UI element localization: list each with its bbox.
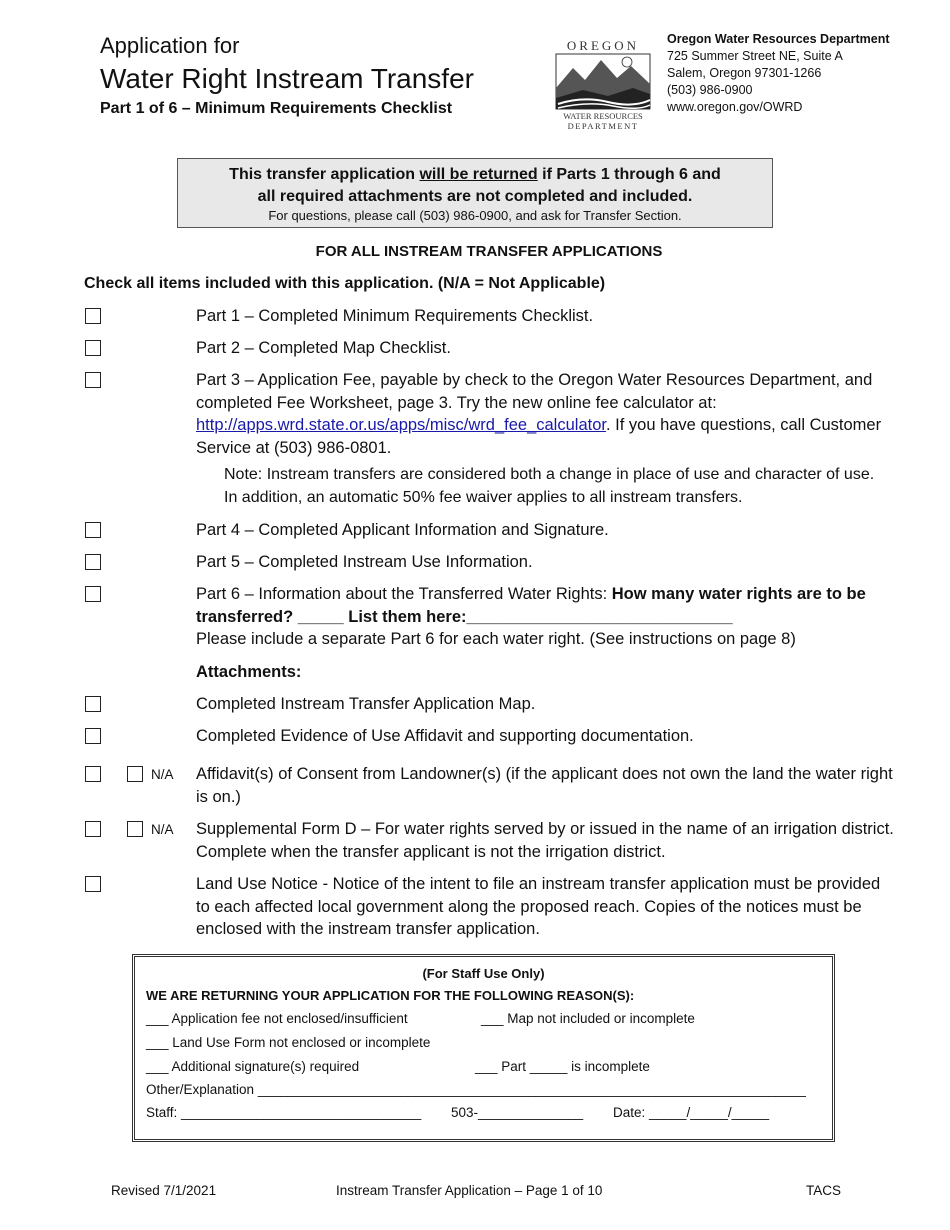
checkbox-att-formd-na[interactable]	[127, 821, 143, 837]
footer-code: TACS	[806, 1183, 842, 1198]
staff-date-line: Date: _____/_____/_____	[613, 1105, 770, 1120]
checkbox-part3[interactable]	[85, 372, 101, 388]
svg-text:DEPARTMENT: DEPARTMENT	[567, 121, 639, 130]
na-label-formd: N/A	[151, 822, 174, 837]
item-att-map: Completed Instream Transfer Application Map.	[196, 695, 536, 713]
fee-calculator-link[interactable]: http://apps.wrd.state.or.us/apps/misc/wrd_fee_calculator	[196, 416, 606, 434]
item-att-formd: Supplemental Form D – For water rights served by or issued in the name of an irrigation district. Complete when the transfer applicant is not the irrigation district.	[196, 820, 894, 861]
return-notice-box	[177, 158, 773, 228]
staff-reason-map: ___ Map not included or incomplete	[481, 1011, 695, 1026]
staff-reason-fee: ___ Application fee not enclosed/insufficient	[146, 1011, 408, 1026]
item-part4: Part 4 – Completed Applicant Information and Signature.	[196, 521, 609, 539]
staff-returning: WE ARE RETURNING YOUR APPLICATION FOR THE FOLLOWING REASON(S):	[146, 988, 635, 1003]
checkbox-part6[interactable]	[85, 586, 101, 602]
department-street: 725 Summer Street NE, Suite A	[667, 49, 843, 63]
notice-line-2: all required attachments are not completed and included.	[257, 188, 693, 205]
item-part3: Part 3 – Application Fee, payable by check to the Oregon Water Resources Department, and completed Fee Worksheet, page 3. Try the new online fee calculator at: http://apps.wrd.state.or.us/apps/misc/wrd_fee_calculator. If you have questions, call Customer Service at (503) 986-0801.	[196, 371, 882, 457]
checkbox-att-map[interactable]	[85, 696, 101, 712]
department-city: Salem, Oregon 97301-1266	[667, 66, 822, 80]
footer-revised: Revised 7/1/2021	[111, 1183, 217, 1198]
na-label-consent: N/A	[151, 767, 174, 782]
department-address	[667, 31, 890, 116]
oregon-wrd-logo	[553, 38, 653, 130]
item-part3-note: Note: Instream transfers are considered both a change in place of use and character of use. In addition, an automatic 50% fee waiver applies to all instream transfers.	[224, 466, 875, 506]
svg-text:OREGON: OREGON	[566, 38, 640, 53]
item-att-evidence: Completed Evidence of Use Affidavit and supporting documentation.	[196, 727, 694, 745]
attachments-label: Attachments:	[196, 663, 302, 681]
checkbox-att-evidence[interactable]	[85, 728, 101, 744]
checkbox-part2[interactable]	[85, 340, 101, 356]
title-line-3: Part 1 of 6 – Minimum Requirements Checklist	[100, 100, 453, 117]
staff-header: (For Staff Use Only)	[422, 966, 545, 981]
item-part5: Part 5 – Completed Instream Use Information.	[196, 553, 533, 571]
staff-reason-part: ___ Part _____ is incomplete	[475, 1059, 650, 1074]
title-line-1: Application for	[100, 33, 240, 58]
check-all-instruction: Check all items included with this application. (N/A = Not Applicable)	[84, 275, 606, 292]
checkbox-att-consent-na[interactable]	[127, 766, 143, 782]
staff-name-line: Staff: ________________________________	[146, 1105, 422, 1120]
section-title: FOR ALL INSTREAM TRANSFER APPLICATIONS	[315, 243, 663, 260]
staff-reason-landuse: ___ Land Use Form not enclosed or incomplete	[146, 1035, 431, 1050]
staff-use-box	[132, 954, 835, 1142]
staff-phone-line: 503-______________	[451, 1105, 584, 1120]
department-name: Oregon Water Resources Department	[667, 32, 890, 46]
department-phone: (503) 986-0900	[667, 83, 753, 97]
checkbox-part4[interactable]	[85, 522, 101, 538]
footer-page: Instream Transfer Application – Page 1 of 10	[336, 1183, 603, 1198]
checkbox-part5[interactable]	[85, 554, 101, 570]
svg-text:WATER RESOURCES: WATER RESOURCES	[563, 111, 643, 121]
checkbox-att-consent[interactable]	[85, 766, 101, 782]
checkbox-att-landuse[interactable]	[85, 876, 101, 892]
title-line-2: Water Right Instream Transfer	[100, 63, 474, 94]
item-part2: Part 2 – Completed Map Checklist.	[196, 339, 451, 357]
item-part1: Part 1 – Completed Minimum Requirements Checklist.	[196, 307, 594, 325]
item-part6: Part 6 – Information about the Transferred Water Rights: How many water rights are to be transferred? _____ List them here:_____________________________ Please include a separate Part 6 for each water right. (See instructions on page 8)	[196, 585, 866, 648]
staff-other: Other/Explanation _________________________________________________________________________	[146, 1082, 806, 1097]
checkbox-part1[interactable]	[85, 308, 101, 324]
item-att-consent: Affidavit(s) of Consent from Landowner(s) (if the applicant does not own the land the water right is on.)	[196, 765, 893, 806]
department-web: www.oregon.gov/OWRD	[667, 100, 803, 114]
notice-line-3: For questions, please call (503) 986-0900, and ask for Transfer Section.	[268, 208, 682, 223]
checkbox-att-formd[interactable]	[85, 821, 101, 837]
staff-reason-signature: ___ Additional signature(s) required	[146, 1059, 360, 1074]
item-att-landuse: Land Use Notice - Notice of the intent to file an instream transfer application must be provided to each affected local government along the proposed reach. Copies of the notices must be enclosed with the instream transfer application.	[196, 875, 881, 938]
notice-line-1: This transfer application will be returned if Parts 1 through 6 and	[229, 166, 721, 183]
